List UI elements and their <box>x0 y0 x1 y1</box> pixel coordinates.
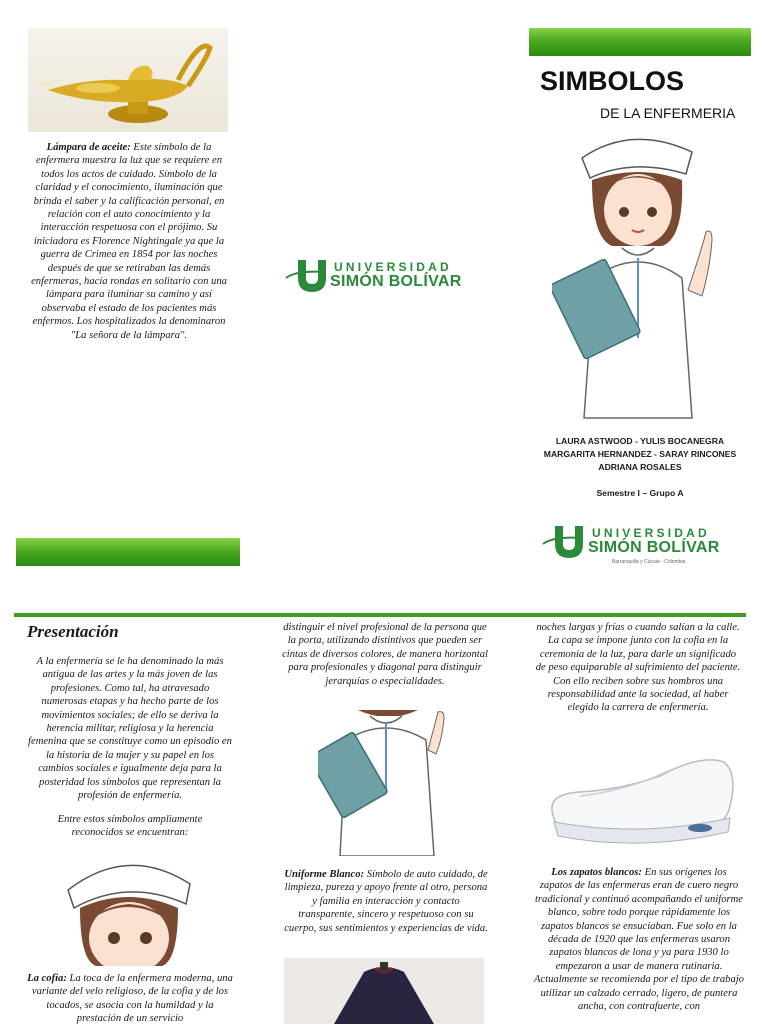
zapatos-heading: Los zapatos blancos: <box>551 867 642 878</box>
logo-word-universidad: UNIVERSIDAD <box>592 526 710 540</box>
cofia-nurse-image <box>62 850 196 966</box>
university-emblem-icon <box>540 524 590 560</box>
cofia-heading: La cofia: <box>27 973 67 984</box>
col3-top-paragraph: noches largas y frías o cuando salían a la calle. La capa se impone junto con la cofia en la ceremonia de la luz, para darle un significado de peso equiparable al sufrimiento del paciente. Con ello reciben sobre sus hombros una responsabilidad ante la sociedad, al haber elegido la carrera de enfermería. <box>535 622 741 714</box>
logo-word-simon-bolivar: SIMÓN BOLÍVAR <box>330 273 462 290</box>
col2-top-paragraph: distinguir el nivel profesional de la persona que la porta, utilizando distintivos que pueden ser cintas de diversos colores, de manera horizontal para profesionales y diagonal para distinguir jerarquías o especialidades. <box>282 622 488 687</box>
presentacion-heading: Presentación <box>27 622 119 641</box>
cofia-paragraph <box>26 972 234 1026</box>
logo-subtitle: Barranquilla y Cúcuta - Colombia <box>612 559 686 565</box>
lamp-paragraph <box>26 141 232 342</box>
cape-image <box>284 958 484 1024</box>
cover-green-bar <box>529 28 751 56</box>
nurse-illustration-cover <box>552 128 722 424</box>
authors-line-2: MARGARITA HERNANDEZ - SARAY RINCONES <box>543 449 737 459</box>
authors-line-1: LAURA ASTWOOD - YULIS BOCANEGRA <box>555 436 725 446</box>
page-divider <box>14 613 746 617</box>
panel-green-bar <box>16 538 240 566</box>
uniforme-paragraph <box>284 868 488 935</box>
university-emblem-icon <box>284 258 332 294</box>
university-logo-middle <box>284 258 494 298</box>
authors-block <box>530 435 750 474</box>
cover-title: SIMBOLOS <box>540 66 685 96</box>
cofia-body: La toca de la enfermera moderna, una variante del velo religioso, de la cofia y de los tocados, se asocia con la humildad y la prestación de un servicio <box>31 973 233 1025</box>
authors-line-3: ADRIANA ROSALES <box>598 462 682 472</box>
uniforme-body: Símbolo de auto cuidado, de limpieza, pureza y apoyo frente al otro, persona y familia en interacción y contacto transparente, sincero y respetuoso con su cuerpo, sus sentimientos y experiencias de vida. <box>284 869 488 934</box>
presentacion-paragraph-1: A la enfermería se le ha denominado la más antigua de las artes y la más joven de las profesiones. Como tal, ha atravesado numerosas etapas y ha hecho parte de los movimientos sociales; de ello se deriva la herencia militar, religiosa y la herencia femenina que se constituye como un episodio en la historia de la mujer y su papel en los cambios sociales e igualmente deja para la posteridad los símbolos que representan la profesión de enfermería. <box>28 656 232 802</box>
zapatos-body: En sus orígenes los zapatos de las enfermeras eran de cuero negro tradicional y continuó acompañando el uniforme blanco, sobre todo porque rápidamente los zapatos blancos se ensuciaban. Fue solo en la década de 1920 que las enfermeras usaron zapatos blancos de lona y ya para 1930 lo empezaron a usar de manera rutinaria. Actualmente se recomienda por el tipo de trabajo utilizar un calzado cerrado, ligero, de puntera ancha, con contrafuerte, con <box>534 867 744 1013</box>
zapatos-paragraph <box>534 866 744 1013</box>
presentacion-paragraph-2: Entre estos símbolos ampliamente reconocidos se encuentran: <box>57 814 203 839</box>
lamp-body: Este símbolo de la enfermera muestra la luz que se requiere en todos los actos de cuidado. Símbolo de la claridad y el conocimiento, iluminación que brinda el saber y la calificación personal, en relación con el auto conocimiento y la interacción respetuosa con el prójimo. Su iniciadora es Florence Nightingale ya que la guerra de Crimea en 1854 por las noches después de que se retiraban las demás enfermeras, hacía rondas en solitario con una lámpara para iluminar su camino y así observaba el estado de los pacientes más enfermos. Los hospitalizados la denominaron "La señora de la lámpara". <box>31 142 227 341</box>
white-shoe-image <box>540 740 742 858</box>
logo-word-universidad: UNIVERSIDAD <box>334 260 452 274</box>
logo-word-simon-bolivar: SIMÓN BOLÍVAR <box>588 539 720 556</box>
cover-subtitle: DE LA ENFERMERIA <box>600 105 736 121</box>
oil-lamp-image <box>28 28 228 132</box>
semester-label: Semestre I – Grupo A <box>596 488 684 498</box>
lamp-heading: Lámpara de aceite: <box>46 142 131 153</box>
nurse-uniform-image <box>318 710 454 856</box>
university-logo-cover <box>540 524 750 568</box>
uniforme-heading: Uniforme Blanco: <box>284 869 365 880</box>
